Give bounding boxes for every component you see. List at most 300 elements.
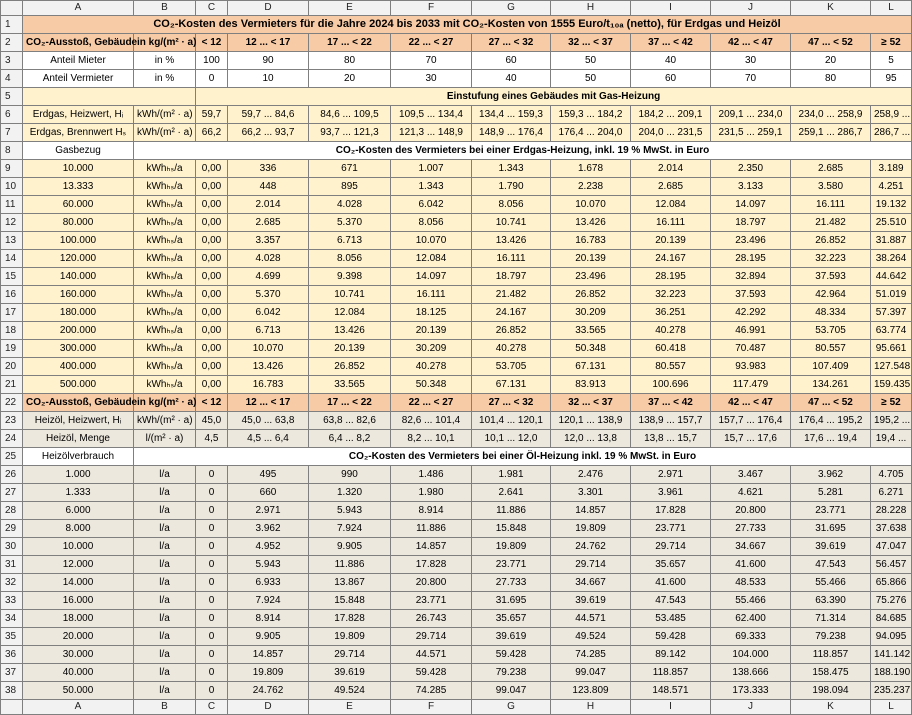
column-header[interactable]: F	[391, 700, 472, 715]
share-value[interactable]: 30	[711, 52, 791, 70]
oil-cost-value[interactable]: 0	[196, 664, 228, 682]
gas-cost-value[interactable]: 13.426	[309, 322, 391, 340]
oil-cost-value[interactable]: 1.486	[391, 466, 472, 484]
gas-cost-value[interactable]: 16.111	[391, 286, 472, 304]
oil-cost-value[interactable]: 69.333	[711, 628, 791, 646]
class-row-label[interactable]: CO₂-Ausstoß, Gebäude	[23, 34, 134, 52]
oil-consumption[interactable]: 1.333	[23, 484, 134, 502]
row-number[interactable]: 16	[1, 286, 23, 304]
oil-unit[interactable]: l/a	[134, 502, 196, 520]
oil-cost-value[interactable]: 7.924	[309, 520, 391, 538]
co2-class-cell[interactable]: ≥ 52	[871, 394, 912, 412]
oil-class-range[interactable]: 138,9 ... 157,7	[631, 412, 711, 430]
class-row-unit[interactable]: in kg/(m² · a)	[134, 34, 196, 52]
oil-cost-heading[interactable]: CO₂-Kosten des Vermieters bei einer Öl-Heizung inkl. 19 % MwSt. in Euro	[134, 448, 912, 466]
oil-cost-value[interactable]: 0	[196, 556, 228, 574]
share-value[interactable]: 50	[551, 70, 631, 88]
gas-unit[interactable]: kWhₕₛ/a	[134, 196, 196, 214]
gas-consumption[interactable]: 200.000	[23, 322, 134, 340]
column-header[interactable]: C	[196, 1, 228, 16]
gas-unit[interactable]: kWhₕₛ/a	[134, 286, 196, 304]
row-number[interactable]: 14	[1, 250, 23, 268]
gas-consumption[interactable]: 10.000	[23, 160, 134, 178]
oil-cost-value[interactable]: 47.543	[791, 556, 871, 574]
co2-class-cell[interactable]: 42 ... < 47	[711, 34, 791, 52]
oil-cost-value[interactable]: 188.190	[871, 664, 912, 682]
share-value[interactable]: 20	[791, 52, 871, 70]
oil-class-range[interactable]: 4,5 ... 6,4	[228, 430, 309, 448]
oil-cost-value[interactable]: 24.762	[551, 538, 631, 556]
column-header[interactable]: L	[871, 700, 912, 715]
share-value[interactable]: 20	[309, 70, 391, 88]
row-number[interactable]: 10	[1, 178, 23, 196]
oil-cost-value[interactable]: 9.905	[228, 628, 309, 646]
row-number[interactable]: 17	[1, 304, 23, 322]
oil-cost-value[interactable]: 0	[196, 628, 228, 646]
oil-cost-value[interactable]: 0	[196, 682, 228, 700]
gas-cost-value[interactable]: 24.167	[631, 250, 711, 268]
gas-unit[interactable]: kWhₕₛ/a	[134, 178, 196, 196]
oil-cost-value[interactable]: 5.943	[309, 502, 391, 520]
gas-cost-value[interactable]: 9.398	[309, 268, 391, 286]
oil-cost-value[interactable]: 5.281	[791, 484, 871, 502]
class-row-unit[interactable]: in kg/(m² · a)	[134, 394, 196, 412]
row-number[interactable]: 13	[1, 232, 23, 250]
oil-cost-value[interactable]: 11.886	[391, 520, 472, 538]
share-label[interactable]: Anteil Vermieter	[23, 70, 134, 88]
gas-cost-value[interactable]: 10.070	[391, 232, 472, 250]
gas-class-label[interactable]: Erdgas, Heizwert, Hᵢ	[23, 106, 134, 124]
gas-class-range[interactable]: 258,9 ...	[871, 106, 912, 124]
gas-cost-value[interactable]: 1.007	[391, 160, 472, 178]
gas-class-range[interactable]: 59,7 ... 84,6	[228, 106, 309, 124]
row-number[interactable]: 38	[1, 682, 23, 700]
oil-cost-value[interactable]: 1.980	[391, 484, 472, 502]
gas-unit[interactable]: kWhₕₛ/a	[134, 268, 196, 286]
gas-class-range[interactable]: 159,3 ... 184,2	[551, 106, 631, 124]
gas-cost-value[interactable]: 53.705	[472, 358, 551, 376]
row-number[interactable]: 20	[1, 358, 23, 376]
gas-consumption[interactable]: 140.000	[23, 268, 134, 286]
gas-cost-value[interactable]: 12.084	[309, 304, 391, 322]
row-number[interactable]: 29	[1, 520, 23, 538]
gas-cost-value[interactable]: 0,00	[196, 322, 228, 340]
oil-cost-value[interactable]: 75.276	[871, 592, 912, 610]
oil-cost-value[interactable]: 84.685	[871, 610, 912, 628]
oil-unit[interactable]: l/a	[134, 538, 196, 556]
gas-cost-value[interactable]: 6.713	[228, 322, 309, 340]
oil-cost-value[interactable]: 2.971	[631, 466, 711, 484]
oil-cost-value[interactable]: 7.924	[228, 592, 309, 610]
gas-cost-value[interactable]: 23.496	[711, 232, 791, 250]
gas-section-heading[interactable]: Einstufung eines Gebäudes mit Gas-Heizung	[196, 88, 912, 106]
oil-class-range[interactable]: 13,8 ... 15,7	[631, 430, 711, 448]
gas-cost-value[interactable]: 0,00	[196, 358, 228, 376]
oil-cost-value[interactable]: 35.657	[472, 610, 551, 628]
co2-class-cell[interactable]: 12 ... < 17	[228, 34, 309, 52]
gas-cost-value[interactable]: 4.251	[871, 178, 912, 196]
oil-cost-value[interactable]: 55.466	[791, 574, 871, 592]
oil-class-range[interactable]: 8,2 ... 10,1	[391, 430, 472, 448]
oil-cost-value[interactable]: 0	[196, 592, 228, 610]
gas-class-label[interactable]: Erdgas, Brennwert Hₛ	[23, 124, 134, 142]
share-value[interactable]: 5	[871, 52, 912, 70]
gas-cost-value[interactable]: 18.797	[472, 268, 551, 286]
gas-cost-value[interactable]: 1.678	[551, 160, 631, 178]
gas-cost-value[interactable]: 33.565	[309, 376, 391, 394]
oil-cost-value[interactable]: 2.476	[551, 466, 631, 484]
gas-cost-value[interactable]: 20.139	[309, 340, 391, 358]
gas-cost-value[interactable]: 2.014	[228, 196, 309, 214]
column-header[interactable]: K	[791, 700, 871, 715]
row-number[interactable]: 23	[1, 412, 23, 430]
gas-unit[interactable]: kWhₕₛ/a	[134, 304, 196, 322]
gas-cost-value[interactable]: 0,00	[196, 232, 228, 250]
oil-cost-value[interactable]: 2.641	[472, 484, 551, 502]
oil-cost-value[interactable]: 29.714	[551, 556, 631, 574]
oil-cost-value[interactable]: 26.743	[391, 610, 472, 628]
oil-cost-value[interactable]: 3.301	[551, 484, 631, 502]
oil-cost-value[interactable]: 19.809	[309, 628, 391, 646]
gas-cost-value[interactable]: 50.348	[391, 376, 472, 394]
gas-cost-value[interactable]: 63.774	[871, 322, 912, 340]
column-header[interactable]: D	[228, 1, 309, 16]
gas-cost-value[interactable]: 40.278	[391, 358, 472, 376]
gas-unit[interactable]: kWhₕₛ/a	[134, 160, 196, 178]
oil-cost-value[interactable]: 99.047	[551, 664, 631, 682]
gas-cost-value[interactable]: 159.435	[871, 376, 912, 394]
column-header[interactable]: A	[23, 700, 134, 715]
column-header[interactable]: J	[711, 700, 791, 715]
gas-cost-value[interactable]: 6.042	[391, 196, 472, 214]
share-unit[interactable]: in %	[134, 52, 196, 70]
gas-consumption[interactable]: 60.000	[23, 196, 134, 214]
gas-cost-value[interactable]: 117.479	[711, 376, 791, 394]
oil-consumption[interactable]: 18.000	[23, 610, 134, 628]
gas-cost-value[interactable]: 20.139	[631, 232, 711, 250]
gas-cost-value[interactable]: 57.397	[871, 304, 912, 322]
blank-cell[interactable]	[23, 88, 196, 106]
gas-cost-value[interactable]: 18.125	[391, 304, 472, 322]
gas-cost-value[interactable]: 8.056	[391, 214, 472, 232]
oil-cost-value[interactable]: 27.733	[472, 574, 551, 592]
oil-consumption[interactable]: 30.000	[23, 646, 134, 664]
oil-cost-value[interactable]: 23.771	[791, 502, 871, 520]
oil-cost-value[interactable]: 29.714	[309, 646, 391, 664]
gas-cost-value[interactable]: 19.132	[871, 196, 912, 214]
row-number[interactable]: 3	[1, 52, 23, 70]
oil-cost-value[interactable]: 118.857	[631, 664, 711, 682]
row-number[interactable]: 9	[1, 160, 23, 178]
oil-cost-value[interactable]: 56.457	[871, 556, 912, 574]
column-header[interactable]: K	[791, 1, 871, 16]
row-number[interactable]: 12	[1, 214, 23, 232]
column-header[interactable]: C	[196, 700, 228, 715]
gas-cost-value[interactable]: 80.557	[791, 340, 871, 358]
oil-cost-value[interactable]: 34.667	[551, 574, 631, 592]
row-number[interactable]: 30	[1, 538, 23, 556]
co2-class-cell[interactable]: 42 ... < 47	[711, 394, 791, 412]
gas-cost-value[interactable]: 0,00	[196, 286, 228, 304]
oil-cost-value[interactable]: 990	[309, 466, 391, 484]
gas-cost-value[interactable]: 21.482	[791, 214, 871, 232]
gas-cost-value[interactable]: 127.548	[871, 358, 912, 376]
share-value[interactable]: 30	[391, 70, 472, 88]
oil-cost-value[interactable]: 5.943	[228, 556, 309, 574]
oil-cost-value[interactable]: 8.914	[391, 502, 472, 520]
oil-class-range[interactable]: 195,2 ...	[871, 412, 912, 430]
gas-cost-value[interactable]: 2.014	[631, 160, 711, 178]
oil-cost-value[interactable]: 4.952	[228, 538, 309, 556]
co2-class-cell[interactable]: 22 ... < 27	[391, 394, 472, 412]
oil-cost-value[interactable]: 15.848	[309, 592, 391, 610]
oil-cost-value[interactable]: 23.771	[472, 556, 551, 574]
gas-cost-value[interactable]: 16.111	[631, 214, 711, 232]
gas-class-range[interactable]: 184,2 ... 209,1	[631, 106, 711, 124]
row-number[interactable]: 27	[1, 484, 23, 502]
oil-cost-value[interactable]: 20.800	[711, 502, 791, 520]
oil-cost-value[interactable]: 31.695	[791, 520, 871, 538]
gas-cost-value[interactable]: 0,00	[196, 160, 228, 178]
column-header[interactable]: B	[134, 700, 196, 715]
row-number[interactable]: 33	[1, 592, 23, 610]
oil-unit[interactable]: l/a	[134, 646, 196, 664]
gas-consumption-label[interactable]: Gasbezug	[23, 142, 134, 160]
oil-cost-value[interactable]: 0	[196, 610, 228, 628]
oil-cost-value[interactable]: 158.475	[791, 664, 871, 682]
gas-class-range[interactable]: 66,2 ... 93,7	[228, 124, 309, 142]
oil-cost-value[interactable]: 28.228	[871, 502, 912, 520]
oil-cost-value[interactable]: 79.238	[791, 628, 871, 646]
row-number[interactable]: 31	[1, 556, 23, 574]
oil-cost-value[interactable]: 59.428	[631, 628, 711, 646]
oil-unit[interactable]: l/a	[134, 484, 196, 502]
oil-cost-value[interactable]: 48.533	[711, 574, 791, 592]
gas-cost-value[interactable]: 42.964	[791, 286, 871, 304]
share-value[interactable]: 60	[631, 70, 711, 88]
oil-cost-value[interactable]: 74.285	[391, 682, 472, 700]
oil-cost-value[interactable]: 17.828	[391, 556, 472, 574]
gas-cost-value[interactable]: 25.510	[871, 214, 912, 232]
co2-class-cell[interactable]: 12 ... < 17	[228, 394, 309, 412]
gas-unit[interactable]: kWhₕₛ/a	[134, 214, 196, 232]
row-number[interactable]: 19	[1, 340, 23, 358]
oil-cost-value[interactable]: 31.695	[472, 592, 551, 610]
gas-class-range[interactable]: 134,4 ... 159,3	[472, 106, 551, 124]
gas-cost-value[interactable]: 28.195	[631, 268, 711, 286]
co2-class-cell[interactable]: < 12	[196, 394, 228, 412]
gas-cost-value[interactable]: 33.565	[551, 322, 631, 340]
oil-cost-value[interactable]: 39.619	[791, 538, 871, 556]
oil-class-range[interactable]: 10,1 ... 12,0	[472, 430, 551, 448]
gas-cost-value[interactable]: 2.685	[228, 214, 309, 232]
share-unit[interactable]: in %	[134, 70, 196, 88]
gas-consumption[interactable]: 13.333	[23, 178, 134, 196]
gas-cost-value[interactable]: 671	[309, 160, 391, 178]
gas-cost-value[interactable]: 0,00	[196, 250, 228, 268]
oil-cost-value[interactable]: 11.886	[309, 556, 391, 574]
gas-cost-value[interactable]: 0,00	[196, 268, 228, 286]
oil-unit[interactable]: l/a	[134, 556, 196, 574]
gas-cost-value[interactable]: 8.056	[309, 250, 391, 268]
corner-cell[interactable]	[1, 700, 23, 715]
oil-cost-value[interactable]: 79.238	[472, 664, 551, 682]
oil-consumption[interactable]: 50.000	[23, 682, 134, 700]
share-value[interactable]: 0	[196, 70, 228, 88]
oil-cost-value[interactable]: 20.800	[391, 574, 472, 592]
gas-class-range[interactable]: 231,5 ... 259,1	[711, 124, 791, 142]
gas-cost-value[interactable]: 28.195	[711, 250, 791, 268]
oil-cost-value[interactable]: 118.857	[791, 646, 871, 664]
co2-class-cell[interactable]: 22 ... < 27	[391, 34, 472, 52]
oil-cost-value[interactable]: 6.271	[871, 484, 912, 502]
gas-class-range[interactable]: 204,0 ... 231,5	[631, 124, 711, 142]
oil-cost-value[interactable]: 198.094	[791, 682, 871, 700]
oil-class-range[interactable]: 45,0	[196, 412, 228, 430]
co2-class-cell[interactable]: < 12	[196, 34, 228, 52]
column-header[interactable]: G	[472, 700, 551, 715]
gas-cost-value[interactable]: 70.487	[711, 340, 791, 358]
oil-cost-value[interactable]: 0	[196, 574, 228, 592]
gas-unit[interactable]: kWhₕₛ/a	[134, 376, 196, 394]
gas-cost-value[interactable]: 36.251	[631, 304, 711, 322]
gas-cost-value[interactable]: 31.887	[871, 232, 912, 250]
oil-class-range[interactable]: 101,4 ... 120,1	[472, 412, 551, 430]
share-value[interactable]: 60	[472, 52, 551, 70]
oil-cost-value[interactable]: 19.809	[472, 538, 551, 556]
gas-cost-value[interactable]: 42.292	[711, 304, 791, 322]
gas-cost-value[interactable]: 53.705	[791, 322, 871, 340]
column-header[interactable]: F	[391, 1, 472, 16]
gas-cost-value[interactable]: 37.593	[711, 286, 791, 304]
co2-class-cell[interactable]: 17 ... < 22	[309, 394, 391, 412]
row-number[interactable]: 6	[1, 106, 23, 124]
gas-cost-value[interactable]: 40.278	[631, 322, 711, 340]
oil-cost-value[interactable]: 27.733	[711, 520, 791, 538]
gas-cost-value[interactable]: 6.713	[309, 232, 391, 250]
gas-cost-value[interactable]: 83.913	[551, 376, 631, 394]
column-header[interactable]: H	[551, 1, 631, 16]
gas-cost-value[interactable]: 26.852	[791, 232, 871, 250]
gas-cost-value[interactable]: 21.482	[472, 286, 551, 304]
gas-cost-value[interactable]: 134.261	[791, 376, 871, 394]
share-value[interactable]: 50	[551, 52, 631, 70]
oil-cost-value[interactable]: 3.962	[228, 520, 309, 538]
gas-cost-value[interactable]: 20.139	[551, 250, 631, 268]
oil-class-range[interactable]: 15,7 ... 17,6	[711, 430, 791, 448]
oil-class-range[interactable]: 19,4 ...	[871, 430, 912, 448]
oil-unit[interactable]: l/a	[134, 520, 196, 538]
oil-class-range[interactable]: 120,1 ... 138,9	[551, 412, 631, 430]
oil-class-range[interactable]: 12,0 ... 13,8	[551, 430, 631, 448]
gas-cost-value[interactable]: 0,00	[196, 214, 228, 232]
oil-cost-value[interactable]: 19.809	[228, 664, 309, 682]
gas-class-range[interactable]: 234,0 ... 258,9	[791, 106, 871, 124]
oil-cost-value[interactable]: 59.428	[472, 646, 551, 664]
gas-cost-value[interactable]: 40.278	[472, 340, 551, 358]
column-header[interactable]: A	[23, 1, 134, 16]
gas-cost-value[interactable]: 4.028	[228, 250, 309, 268]
gas-cost-value[interactable]: 107.409	[791, 358, 871, 376]
gas-cost-value[interactable]: 16.783	[551, 232, 631, 250]
gas-cost-value[interactable]: 67.131	[472, 376, 551, 394]
co2-class-cell[interactable]: 37 ... < 42	[631, 34, 711, 52]
row-number[interactable]: 5	[1, 88, 23, 106]
gas-cost-value[interactable]: 26.852	[309, 358, 391, 376]
oil-cost-value[interactable]: 104.000	[711, 646, 791, 664]
column-header[interactable]: E	[309, 1, 391, 16]
gas-cost-value[interactable]: 32.223	[791, 250, 871, 268]
gas-cost-value[interactable]: 32.223	[631, 286, 711, 304]
oil-cost-value[interactable]: 0	[196, 538, 228, 556]
oil-unit[interactable]: l/a	[134, 664, 196, 682]
oil-cost-value[interactable]: 41.600	[631, 574, 711, 592]
gas-cost-value[interactable]: 24.167	[472, 304, 551, 322]
oil-cost-value[interactable]: 39.619	[309, 664, 391, 682]
gas-cost-value[interactable]: 44.642	[871, 268, 912, 286]
row-number[interactable]: 21	[1, 376, 23, 394]
gas-class-range[interactable]: 259,1 ... 286,7	[791, 124, 871, 142]
gas-unit[interactable]: kWhₕₛ/a	[134, 250, 196, 268]
gas-cost-value[interactable]: 0,00	[196, 178, 228, 196]
oil-cost-value[interactable]: 0	[196, 484, 228, 502]
gas-cost-value[interactable]: 0,00	[196, 340, 228, 358]
gas-unit[interactable]: kWhₕₛ/a	[134, 358, 196, 376]
oil-cost-value[interactable]: 148.571	[631, 682, 711, 700]
gas-cost-value[interactable]: 38.264	[871, 250, 912, 268]
oil-cost-value[interactable]: 34.667	[711, 538, 791, 556]
oil-cost-value[interactable]: 99.047	[472, 682, 551, 700]
oil-cost-value[interactable]: 23.771	[391, 592, 472, 610]
gas-cost-value[interactable]: 12.084	[391, 250, 472, 268]
gas-class-range[interactable]: 148,9 ... 176,4	[472, 124, 551, 142]
oil-unit[interactable]: l/a	[134, 466, 196, 484]
row-number[interactable]: 2	[1, 34, 23, 52]
oil-cost-value[interactable]: 29.714	[631, 538, 711, 556]
gas-class-range[interactable]: 84,6 ... 109,5	[309, 106, 391, 124]
gas-cost-value[interactable]: 4.028	[309, 196, 391, 214]
oil-class-label[interactable]: Heizöl, Heizwert, Hᵢ	[23, 412, 134, 430]
row-number[interactable]: 35	[1, 628, 23, 646]
gas-class-range[interactable]: 109,5 ... 134,4	[391, 106, 472, 124]
gas-cost-value[interactable]: 23.496	[551, 268, 631, 286]
gas-consumption[interactable]: 500.000	[23, 376, 134, 394]
oil-cost-value[interactable]: 4.705	[871, 466, 912, 484]
oil-cost-value[interactable]: 3.961	[631, 484, 711, 502]
oil-consumption[interactable]: 16.000	[23, 592, 134, 610]
oil-cost-value[interactable]: 3.467	[711, 466, 791, 484]
gas-class-range[interactable]: 93,7 ... 121,3	[309, 124, 391, 142]
oil-cost-value[interactable]: 0	[196, 520, 228, 538]
gas-cost-value[interactable]: 336	[228, 160, 309, 178]
oil-cost-value[interactable]: 59.428	[391, 664, 472, 682]
oil-class-range[interactable]: 176,4 ... 195,2	[791, 412, 871, 430]
oil-cost-value[interactable]: 11.886	[472, 502, 551, 520]
oil-cost-value[interactable]: 23.771	[631, 520, 711, 538]
gas-cost-value[interactable]: 16.111	[472, 250, 551, 268]
oil-cost-value[interactable]: 44.571	[391, 646, 472, 664]
gas-cost-value[interactable]: 50.348	[551, 340, 631, 358]
oil-cost-value[interactable]: 123.809	[551, 682, 631, 700]
oil-class-unit[interactable]: kWh/(m² · a)	[134, 412, 196, 430]
gas-consumption[interactable]: 400.000	[23, 358, 134, 376]
co2-class-cell[interactable]: 37 ... < 42	[631, 394, 711, 412]
oil-cost-value[interactable]: 49.524	[551, 628, 631, 646]
gas-cost-value[interactable]: 3.357	[228, 232, 309, 250]
gas-cost-value[interactable]: 20.139	[391, 322, 472, 340]
oil-unit[interactable]: l/a	[134, 592, 196, 610]
gas-cost-value[interactable]: 14.097	[711, 196, 791, 214]
